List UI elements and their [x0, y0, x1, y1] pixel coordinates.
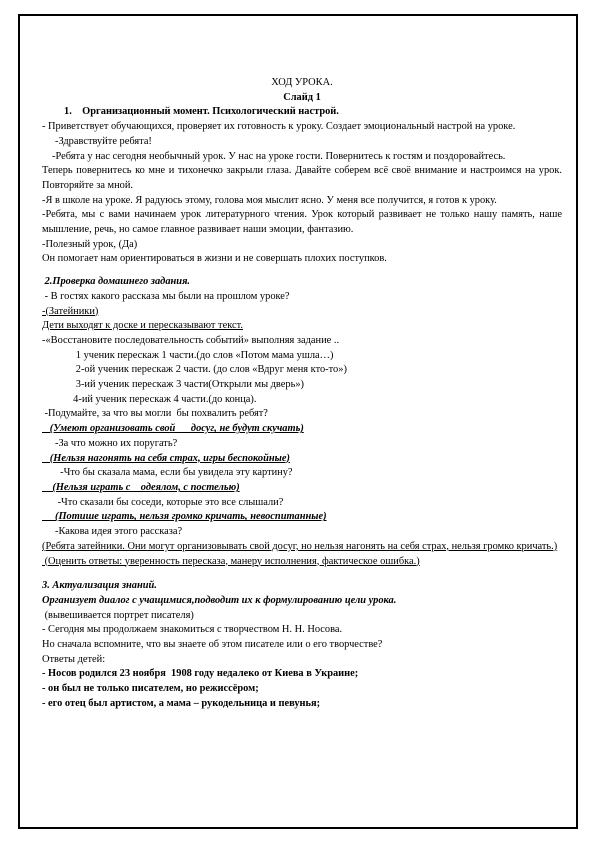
- slide-label: Слайд 1: [283, 91, 321, 103]
- list-item: 3-ий ученик перескаж 3 части(Открыли мы дверь»): [42, 379, 304, 391]
- list-item: 1 ученик перескаж 1 части.(до слов «Потом мама ушла…): [42, 349, 334, 361]
- section3-heading: 3. Актуализация знаний.: [42, 580, 157, 592]
- answer: -(Затейники): [42, 305, 99, 317]
- answer: (Умеют организовать свой досуг, не будут скучать): [42, 423, 304, 435]
- paragraph: Теперь повернитесь ко мне и тихонечко закрыли глаза. Давайте соберем всё своё внимание и настроимся на урок. Повторяйте за мной.: [42, 165, 562, 191]
- section2-heading: 2.Проверка домашнего задания.: [42, 276, 191, 288]
- text-line: Дети выходят к доске и пересказывают текст.: [42, 320, 243, 332]
- answer: (Нельзя нагонять на себя страх, игры беспокойные): [42, 452, 290, 464]
- question: -Что бы сказала мама, если бы увидела эту картину?: [42, 467, 293, 479]
- text-line: - Сегодня мы продолжаем знакомиться с творчеством Н. Н. Носова.: [42, 624, 343, 636]
- question: -Что сказали бы соседи, которые это все слышали?: [42, 496, 284, 508]
- question: - В гостях какого рассказа мы были на прошлом уроке?: [42, 290, 290, 302]
- text-line: Ответы детей:: [42, 653, 106, 665]
- answer: (Потише играть, нельзя громко кричать, невоспитанные): [42, 511, 327, 523]
- list-item: - его отец был артистом, а мама – рукодельница и певунья;: [42, 697, 321, 709]
- text-line: (вывешивается портрет писателя): [42, 609, 194, 621]
- answer: (Ребята затейники. Они могут организовывать свой досуг, но нельзя нагонять на себя страх, нельзя громко кричать.): [42, 540, 558, 552]
- lesson-title: ХОД УРОКА.: [271, 77, 333, 88]
- paragraph: Он помогает нам ориентироваться в жизни и не совершать плохих поступков.: [42, 253, 387, 265]
- paragraph: -Ребята у нас сегодня необычный урок. У нас на уроке гости. Повернитесь к гостям и поздоровайтесь.: [52, 150, 506, 162]
- list-item: 4-ий ученик перескаж 4 части.(до конца).: [42, 393, 257, 405]
- section1-heading: 1. Организационный момент. Психологический настрой.: [64, 106, 339, 118]
- paragraph: -Полезный урок, (Да): [42, 238, 138, 250]
- paragraph: -Я в школе на уроке. Я радуюсь этому, голова моя мыслит ясно. У меня все получится, я готов к уроку.: [42, 194, 497, 206]
- paragraph: - Приветствует обучающихся, проверяет их готовность к уроку. Создает эмоциональный настрой на уроке.: [42, 121, 516, 133]
- question: -Какова идея этого рассказа?: [42, 526, 183, 538]
- text-line: -«Восстановите последовательность событий» выполняя задание ..: [42, 334, 340, 346]
- answer: (Нельзя играть с одеялом, с постелью): [42, 481, 240, 493]
- list-item: 2-ой ученик перескаж 2 части. (до слов «Вдруг меня кто-то»): [42, 364, 347, 376]
- question: -За что можно их поругать?: [42, 437, 178, 449]
- paragraph: -Здравствуйте ребята!: [42, 135, 152, 147]
- section3-intro: Организует диалог с учащимися,подводит их к формулированию цели урока.: [42, 594, 397, 606]
- document-page: [42, 76, 562, 712]
- paragraph: -Ребята, мы с вами начинаем урок литературного чтения. Урок который развивает не только нашу память, наше мышление, речь, но самое главное развивает наши эмоции, фантазию.: [42, 209, 562, 236]
- question: -Подумайте, за что вы могли бы похвалить ребят?: [42, 408, 268, 420]
- text-line: Но сначала вспомните, что вы знаете об этом писателе или о его творчестве?: [42, 639, 383, 651]
- answer: (Оценить ответы: уверенность пересказа, манеру исполнения, фактическое ошибка.): [42, 555, 420, 567]
- list-item: - он был не только писателем, но режиссёром;: [42, 683, 259, 695]
- list-item: - Носов родился 23 ноября 1908 году недалеко от Киева в Украине;: [42, 668, 359, 680]
